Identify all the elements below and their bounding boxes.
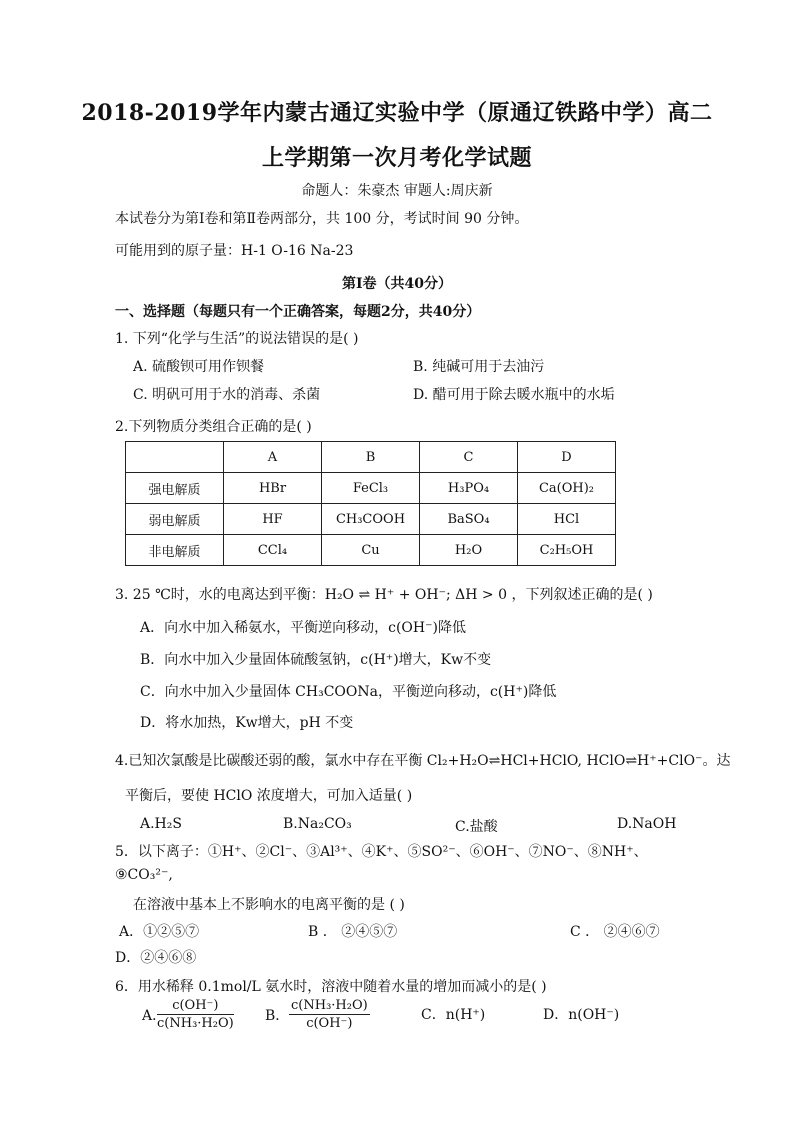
exam-title-line2: 上学期第一次月考化学试题 — [261, 145, 532, 171]
table-cell: C — [420, 442, 518, 473]
q5-stem-line1: 5．以下离子：①H⁺、②Cl⁻、③Al³⁺、④K⁺、⑤SO²⁻、⑥OH⁻、⑦NO⁻、⑧NH⁺、 — [115, 844, 648, 860]
q3-option-c: C．向水中加入少量固体 CH₃COONa，平衡逆向移动，c(H⁺)降低 — [140, 684, 557, 700]
table-header-row — [126, 442, 616, 473]
q1-option-b: B. 纯碱可用于去油污 — [413, 359, 545, 375]
table-cell: Cu — [322, 535, 420, 566]
q5-stem-line2: ⑨CO₃²⁻, — [115, 867, 173, 883]
table-cell: Ca(OH)₂ — [518, 473, 616, 504]
table-cell: A — [224, 442, 322, 473]
intro-line: 本试卷分为第Ⅰ卷和第Ⅱ卷两部分，共 100 分，考试时间 90 分钟。 — [115, 211, 529, 227]
q6-option-c: C．n(H⁺) — [421, 1007, 486, 1023]
q3-option-b: B．向水中加入少量固体硫酸氢钠，c(H⁺)增大，Kw不变 — [140, 652, 492, 668]
q1-option-a: A. 硫酸钡可用作钡餐 — [133, 359, 265, 375]
q1-stem: 1. 下列“化学与生活”的说法错误的是( ) — [115, 331, 359, 347]
table-cell: HF — [224, 504, 322, 535]
q2-classification-table — [125, 441, 616, 566]
table-cell: D — [518, 442, 616, 473]
table-cell: B — [322, 442, 420, 473]
table-row — [126, 535, 616, 566]
table-cell: 强电解质 — [126, 473, 224, 504]
atomic-mass-line: 可能用到的原子量：H-1 O-16 Na-23 — [115, 243, 354, 259]
q5-option-c: C ． ②④⑥⑦ — [570, 924, 660, 940]
q4-option-a: A.H₂S — [140, 816, 182, 832]
table-row — [126, 504, 616, 535]
q5-option-a: A．①②⑤⑦ — [119, 924, 200, 940]
q3-option-d: D．将水加热，Kw增大，pH 不变 — [140, 715, 354, 731]
q6-option-a-label: A． — [142, 1008, 167, 1024]
q6-stem: 6．用水稀释 0.1mol/L 氨水时，溶液中随着水量的增加而减小的是( ) — [115, 979, 547, 995]
table-cell: C₂H₅OH — [518, 535, 616, 566]
table-cell: CH₃COOH — [322, 504, 420, 535]
table-cell: HBr — [224, 473, 322, 504]
section-title: 一、选择题（每题只有一个正确答案，每题2分，共40分） — [115, 304, 481, 320]
q4-stem-line1: 4.已知次氯酸是比碳酸还弱的酸，氯水中存在平衡 Cl₂+H₂O⇌HCl+HClO, HClO⇌H⁺+ClO⁻。达 — [115, 753, 731, 769]
table-cell: H₂O — [420, 535, 518, 566]
q5-option-b: B ． ②④⑤⑦ — [308, 924, 398, 940]
q4-option-c: C.盐酸 — [455, 819, 498, 835]
q1-option-c: C. 明矾可用于水的消毒、杀菌 — [133, 387, 321, 403]
q5-stem-line3: 在溶液中基本上不影响水的电离平衡的是 ( ) — [133, 897, 405, 913]
exam-title-line1: 2018-2019学年内蒙古通辽实验中学（原通辽铁路中学）高二 — [81, 100, 713, 126]
table-row — [126, 473, 616, 504]
fraction-numerator: c(OH⁻) — [157, 998, 234, 1015]
table-cell: HCl — [518, 504, 616, 535]
q6-option-b-fraction — [289, 998, 370, 1031]
table-cell: CCl₄ — [224, 535, 322, 566]
table-cell: 非电解质 — [126, 535, 224, 566]
q3-stem: 3. 25 ℃时，水的电离达到平衡：H₂O ⇌ H⁺ + OH⁻; ΔH > 0 ，下列叙述正确的是( ) — [115, 587, 653, 603]
q6-option-b-label: B． — [265, 1008, 290, 1024]
fraction-denominator: c(OH⁻) — [306, 1016, 353, 1031]
table-cell: FeCl₃ — [322, 473, 420, 504]
table-cell: BaSO₄ — [420, 504, 518, 535]
fraction-numerator: c(NH₃·H₂O) — [291, 998, 368, 1013]
fraction-denominator: c(NH₃·H₂O) — [157, 1016, 234, 1031]
table-cell: 弱电解质 — [126, 504, 224, 535]
q1-option-d: D. 醋可用于除去暖水瓶中的水垢 — [413, 387, 615, 403]
q3-option-a: A．向水中加入稀氨水，平衡逆向移动，c(OH⁻)降低 — [140, 620, 466, 636]
authors-line: 命题人：朱豪杰 审题人:周庆新 — [301, 183, 493, 199]
q2-stem: 2.下列物质分类组合正确的是( ) — [115, 419, 312, 435]
table-cell: H₃PO₄ — [420, 473, 518, 504]
q4-stem-line2: 平衡后，要使 HClO 浓度增大，可加入适量( ) — [125, 788, 413, 804]
q4-option-d: D.NaOH — [617, 816, 677, 832]
q5-option-d: D．②④⑥⑧ — [115, 950, 197, 966]
q6-option-d: D．n(OH⁻) — [543, 1007, 620, 1023]
q6-option-a-fraction — [157, 998, 234, 1031]
q4-option-b: B.Na₂CO₃ — [283, 816, 352, 832]
part1-title: 第Ⅰ卷（共40分） — [341, 276, 453, 292]
table-cell — [126, 442, 224, 473]
